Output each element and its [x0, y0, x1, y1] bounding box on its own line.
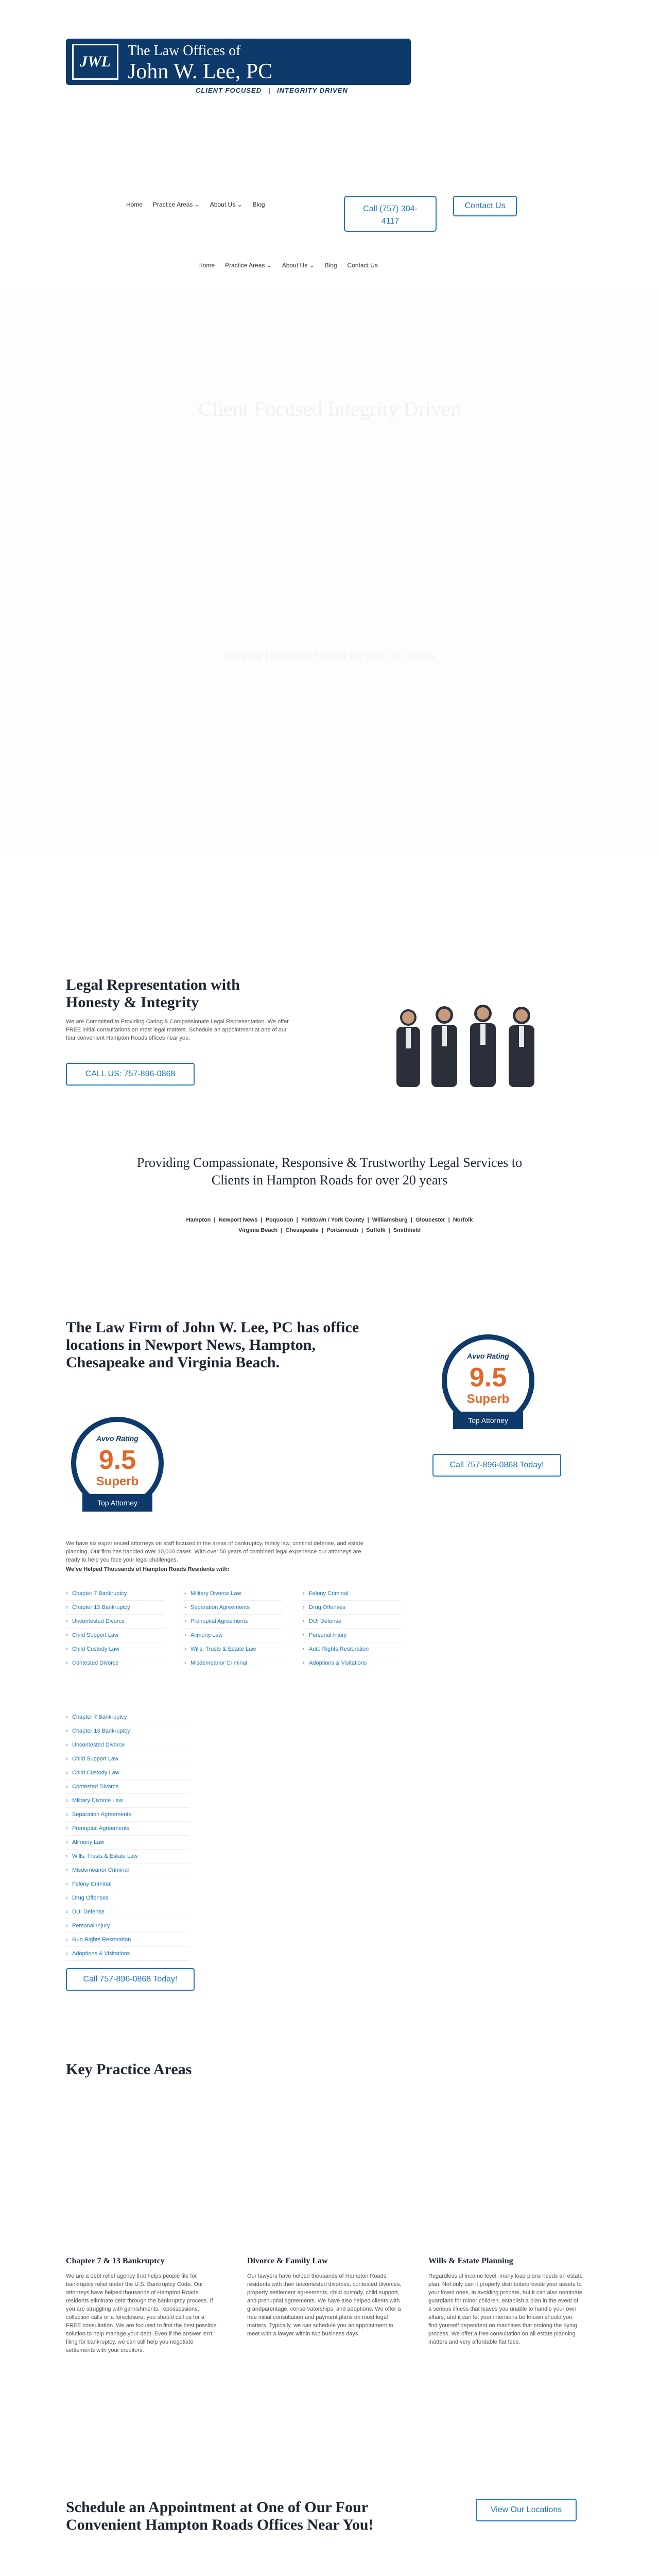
locations-button[interactable]: View Our Locations	[476, 2499, 577, 2521]
firm-line2: John W. Lee, PC	[128, 60, 273, 83]
nav2-about-us[interactable]	[282, 262, 315, 269]
list-item[interactable]: › Adoptions & Visitations	[66, 1947, 189, 1961]
tagline-right: INTEGRITY DRIVEN	[277, 87, 348, 94]
intro-heading: Legal Representation with Honesty & Integrity	[66, 976, 240, 1011]
nav-about-us-label: About Us	[210, 201, 236, 208]
card-title: Wills & Estate Planning	[428, 2257, 513, 2265]
list-item[interactable]: › Uncontested Divorce	[66, 1615, 164, 1629]
city: Norfolk	[453, 1217, 473, 1223]
chevron-down-icon: ⌄	[266, 262, 272, 269]
practice-cards	[66, 2257, 593, 2432]
secondary-nav	[198, 262, 378, 269]
list-item[interactable]: › Chapter 7 Bankruptcy	[66, 1587, 164, 1601]
list-item[interactable]: › Chapter 13 Bankruptcy	[66, 1601, 164, 1615]
city: Newport News	[218, 1217, 258, 1223]
cities-row-1: Hampton | Newport News | Poquoson | Yorktown / York County | Williamsburg | Gloucester | Norfolk	[186, 1217, 473, 1223]
avvo-badge-right	[442, 1334, 534, 1437]
nav-practice-areas-label: Practice Areas	[153, 201, 193, 208]
list-item[interactable]: › Adoptions & Visitations	[303, 1656, 401, 1670]
list-item[interactable]: › Child Support Law	[66, 1629, 164, 1642]
list-item[interactable]: › Separation Agreements	[66, 1808, 189, 1822]
practice-list-col2	[184, 1587, 282, 1670]
list-item[interactable]: › Child Custody Law	[66, 1766, 189, 1780]
card-body: Regardless of income level, many lead plans needs an estate plan. Not only can it properly distribute/provide your assets to your loved ones, in avoiding probate, but it can also nominate guardians for minor children, establish a plan in the event of a serious illness that leaves you unable to handle your own affairs, and it can let your intentions be known should you find yourself dependent on machines that prolong the dying process. We offer a free consultation on all estate planning matters and very affordable flat fees.	[428, 2273, 583, 2345]
practice-list-full	[66, 1710, 189, 1961]
firm-heading: The Law Firm of John W. Lee, PC has office locations in Newport News, Hampton, Chesapeake and Virginia Beach.	[66, 1319, 359, 1371]
list-item[interactable]: › Drug Offenses	[303, 1601, 401, 1615]
list-item[interactable]: › Military Divorce Law	[184, 1587, 282, 1601]
nav-blog[interactable]: Blog	[252, 201, 265, 208]
list-item[interactable]: › Uncontested Divorce	[66, 1738, 189, 1752]
practice-card-divorce[interactable]	[247, 2257, 402, 2338]
nav2-blog[interactable]: Blog	[324, 262, 337, 269]
list-item[interactable]: › Auto Rights Restoration	[303, 1642, 401, 1656]
nav2-home[interactable]: Home	[198, 262, 215, 269]
city: Hampton	[186, 1217, 211, 1223]
list-item[interactable]: › Felony Criminal	[303, 1587, 401, 1601]
avvo-banner: Top Attorney	[82, 1494, 152, 1512]
city: Chesapeake	[285, 1227, 319, 1233]
list-item[interactable]: › Alimony Law	[184, 1629, 282, 1642]
logo-monogram: JWL	[72, 44, 118, 80]
tagline-left: CLIENT FOCUSED	[196, 87, 262, 94]
card-body: Our lawyers have helped thousands of Hampton Roads residents with their uncontested divorces, contested divorces, property settlement agreements, child custody, child support, and prenuptial agreements. We have also helped clients with grandparentage, conservatorships, and adoptions. We offer a free initial consultation and payment plans on most legal matters. Typically, we can schedule you an appointment to meet with a lawyer within two business days.	[247, 2273, 402, 2337]
tagline	[196, 87, 348, 94]
list-item[interactable]: › Child Support Law	[66, 1752, 189, 1766]
tagline-separator: |	[268, 87, 271, 94]
cities-row-2: Virginia Beach | Chesapeake | Portsmouth | Suffolk | Smithfield	[238, 1227, 421, 1233]
hero-heading: Client Focused Integrity Driven	[198, 397, 461, 420]
avvo-brand: Avvo Rating	[96, 1434, 138, 1443]
avvo-banner: Top Attorney	[453, 1412, 523, 1429]
list-item[interactable]: › Child Custody Law	[66, 1642, 164, 1656]
schedule-section-1	[66, 2499, 593, 2561]
card-title: Chapter 7 & 13 Bankruptcy	[66, 2257, 165, 2265]
avvo-label: Superb	[96, 1475, 139, 1488]
list-item[interactable]: › Misdemeanor Criminal	[66, 1863, 189, 1877]
list-item[interactable]: › Chapter 7 Bankruptcy	[66, 1710, 189, 1724]
city: Williamsburg	[372, 1217, 408, 1223]
contact-button[interactable]: Contact Us	[453, 196, 517, 216]
logo-block[interactable]	[66, 39, 411, 85]
list-item[interactable]: › Felony Criminal	[66, 1877, 189, 1891]
avvo-label: Superb	[466, 1392, 510, 1406]
nav2-contact-us[interactable]: Contact Us	[347, 262, 378, 269]
list-item[interactable]: › Wills, Trusts & Estate Law	[66, 1850, 189, 1863]
nav-practice-areas[interactable]	[153, 201, 200, 208]
city: Portsmouth	[326, 1227, 358, 1233]
schedule-heading: Schedule an Appointment at One of Our Four Convenient Hampton Roads Offices Near You!	[66, 2499, 374, 2533]
chevron-down-icon: ⌄	[309, 262, 315, 269]
practice-list-col3	[303, 1587, 401, 1670]
list-item[interactable]: › Alimony Law	[66, 1836, 189, 1850]
service-band	[0, 1103, 659, 1278]
list-item[interactable]: › Contested Divorce	[66, 1780, 189, 1794]
avvo-badge	[71, 1417, 164, 1520]
practice-list-col1	[66, 1587, 164, 1670]
list-item[interactable]: › DUI Defense	[66, 1905, 189, 1919]
nav2-about-us-label: About Us	[282, 262, 308, 269]
list-item[interactable]: › Personal Injury	[303, 1629, 401, 1642]
practice-card-bankruptcy[interactable]	[66, 2257, 220, 2354]
chevron-down-icon: ⌄	[237, 201, 242, 208]
city: Yorktown / York County	[301, 1217, 365, 1223]
list-item[interactable]: › Misdemeanor Criminal	[184, 1656, 282, 1670]
card-body: We are a debt relief agency that helps people file for bankruptcy relief under the U.S. Bankruptcy Code. Our attorneys have helped thousands of Hampton Roads residents eliminate debt through the bankruptcy process. If you are struggling with garnishments, repossessions, collection calls or a foreclosure, you should call us for a FREE consultation. We are focused to find the best possible solution to help manage your debt. Even if the answer isn't filing for bankruptcy, we can still help you negotiate settlements with your creditors.	[66, 2273, 217, 2353]
list-item[interactable]: › Chapter 13 Bankruptcy	[66, 1724, 189, 1738]
nav-about-us[interactable]	[210, 201, 242, 208]
avvo-call-button[interactable]: Call 757-896-0868 Today!	[432, 1454, 561, 1477]
nav2-practice-areas-label: Practice Areas	[225, 262, 265, 269]
avvo-score: 9.5	[469, 1363, 507, 1393]
city: Gloucester	[415, 1217, 445, 1223]
intro-body: We are Committed to Providing Caring & Compassionate Legal Representation. We offer FREE initial consultations on most legal matters. Schedule an appointment at one of our four convenient Hampton Roads offices near you.	[66, 1019, 289, 1041]
firm-body: We have six experienced attorneys on staff focused in the areas of bankruptcy, family law, criminal defense, and estate planning. Our firm has handled over 10,000 cases. With over 50 years of combined legal experience our attorneys are ready to help you face your legal challenges.	[66, 1540, 363, 1563]
list-item[interactable]: › Personal Injury	[66, 1919, 189, 1933]
city: Poquoson	[265, 1217, 293, 1223]
city: Virginia Beach	[238, 1227, 278, 1233]
primary-nav	[126, 201, 265, 208]
firm-subhead: We've Helped Thousands of Hampton Roads Residents with:	[66, 1566, 230, 1572]
practice-card-wills[interactable]	[428, 2257, 583, 2346]
list-item[interactable]: › Prenuptial Agreements	[66, 1822, 189, 1836]
intro-section	[66, 976, 593, 1095]
avvo-score: 9.5	[98, 1445, 136, 1475]
list-item[interactable]: › Prenuptial Agreements	[184, 1615, 282, 1629]
today-call-button[interactable]: Call 757-896-0868 Today!	[66, 1968, 195, 1991]
hero-subtext: Serving Hampton Roads for over 20 years	[223, 649, 436, 662]
firm-section	[66, 1319, 593, 2040]
service-heading: Providing Compassionate, Responsive & Trustworthy Legal Services to Clients in Hampton Roads for over 20 years	[136, 1155, 523, 1188]
card-title: Divorce & Family Law	[247, 2257, 328, 2265]
list-item[interactable]: › Gun Rights Restoration	[66, 1933, 189, 1947]
phone-button[interactable]: Call (757) 304-4117	[344, 196, 437, 232]
nav-home[interactable]: Home	[126, 201, 143, 208]
chevron-down-icon: ⌄	[194, 201, 200, 208]
hero	[0, 289, 659, 855]
list-item[interactable]: › Contested Divorce	[66, 1656, 164, 1670]
list-item[interactable]: › Separation Agreements	[184, 1601, 282, 1615]
practice-heading: Key Practice Areas	[66, 2061, 192, 2078]
list-item[interactable]: › Military Divorce Law	[66, 1794, 189, 1808]
intro-call-button[interactable]: CALL US: 757-896-0868	[66, 1063, 195, 1086]
nav2-practice-areas[interactable]	[225, 262, 272, 269]
firm-line1: The Law Offices of	[128, 43, 241, 59]
attorneys-photo	[380, 997, 550, 1087]
list-item[interactable]: › DUI Defense	[303, 1615, 401, 1629]
site-header	[0, 0, 659, 98]
city: Suffolk	[366, 1227, 386, 1233]
list-item[interactable]: › Wills, Trusts & Estate Law	[184, 1642, 282, 1656]
attorneys-illustration	[380, 997, 550, 1087]
city: Smithfield	[393, 1227, 421, 1233]
avvo-brand: Avvo Rating	[467, 1352, 509, 1360]
list-item[interactable]: › Drug Offenses	[66, 1891, 189, 1905]
